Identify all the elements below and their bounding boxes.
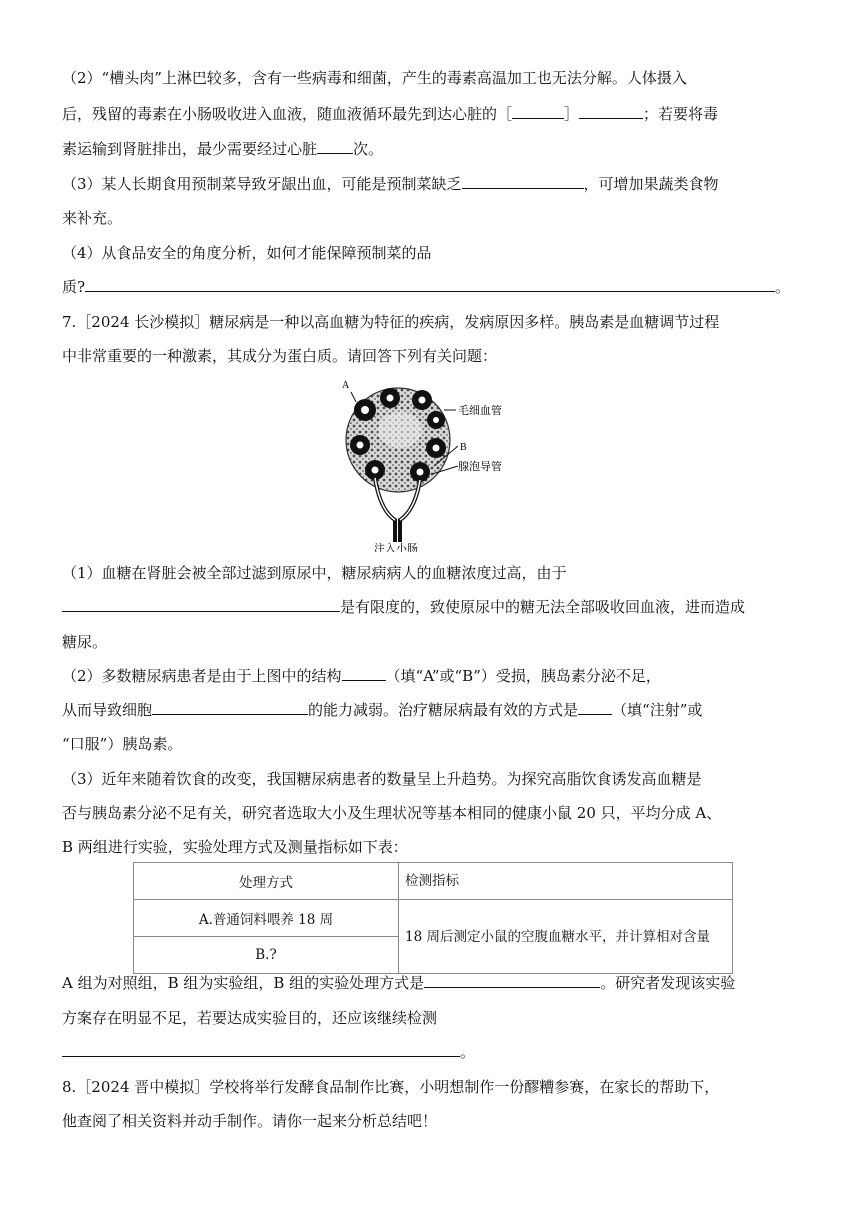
figure-label-intestine: 注入小肠 (374, 542, 418, 552)
text: A 组为对照组，B 组为实验组，B 组的实验处理方式是 (62, 974, 425, 992)
table-cell-indicator: 18 周后测定小鼠的空腹血糖水平，并计算相对含量 (399, 900, 733, 974)
answer-blank-treatment[interactable] (578, 700, 612, 715)
figure-label-a: A (342, 380, 350, 391)
answer-blank-nutrient[interactable] (462, 174, 584, 189)
text: ］ (564, 105, 580, 123)
q7-stem-line1: 7.［2024 长沙模拟］糖尿病是一种以高血糖为特征的疾病，发病原因多样。胰岛素是血糖调节过程 (62, 313, 720, 331)
q7-part2-line2 (62, 700, 702, 720)
islet-region (378, 412, 422, 448)
q6-part2-line3 (62, 139, 383, 159)
text: ；若要将毒 (643, 105, 719, 123)
q6-part2-line1: （2）“槽头肉”上淋巴较多，含有一些病毒和细菌，产生的毒素高温加工也无法分解。人体摄入 (62, 69, 687, 87)
q7-part3-line1: （3）近年来随着饮食的改变，我国糖尿病患者的数量呈上升趋势。为探究高脂饮食诱发高血糖是 (62, 770, 702, 788)
q7-part1-line2 (62, 597, 745, 617)
q6-part3-line1 (62, 174, 719, 194)
answer-blank-heart-passes[interactable] (317, 139, 353, 154)
text: 的能力减弱。治疗糖尿病最有效的方式是 (308, 701, 579, 719)
answer-blank-heart-chamber[interactable] (579, 104, 643, 119)
q7-part2-line1 (62, 666, 661, 686)
figure-label-b: B (460, 442, 467, 453)
table-cell: B.? (134, 937, 399, 974)
answer-blank-structure-code[interactable] (512, 104, 564, 119)
table-header-cell: 处理方式 (134, 863, 399, 900)
table-row (134, 900, 733, 937)
q7-part3-after-line2: 方案存在明显不足，若要达成实验目的，还应该继续检测 (62, 1009, 438, 1027)
table-cell: A.普通饲料喂养 18 周 (134, 900, 399, 937)
answer-blank-cell-ability[interactable] (152, 700, 308, 715)
table-header-cell: 检测指标 (399, 863, 733, 900)
q7-stem-line2: 中非常重要的一种激素，其成分为蛋白质。请回答下列有关问题： (62, 347, 498, 365)
q6-part3-line2: 来补充。 (62, 209, 123, 227)
figure-label-duct: 腺泡导管 (458, 460, 502, 473)
q7-part2-line3: “口服”）胰岛素。 (62, 735, 183, 753)
q7-part3-line3: B 两组进行实验，实验处理方式及测量指标如下表： (62, 838, 408, 856)
text: 质? (62, 278, 86, 296)
answer-blank-reabsorption[interactable] (62, 597, 340, 612)
q7-part3-after-line3 (62, 1042, 475, 1062)
text: 后，残留的毒素在小肠吸收进入血液，随血液循环最先到达心脏的［ (62, 105, 513, 123)
text: 。 (460, 1043, 476, 1061)
text: ，可增加果蔬类食物 (583, 175, 719, 193)
answer-blank-further-test[interactable] (62, 1042, 460, 1057)
text: （2）多数糖尿病患者是由于上图中的结构 (62, 667, 342, 685)
q8-line2: 他查阅了相关资料并动手制作。请你一起来分析总结吧！ (62, 1112, 438, 1130)
q7-part1-line1: （1）血糖在肾脏会被全部过滤到原尿中，糖尿病病人的血糖浓度过高，由于 (62, 564, 567, 582)
text: （填“A”或“B”）受损，胰岛素分泌不足， (385, 667, 661, 685)
q8-line1: 8.［2024 晋中模拟］学校将举行发酵食品制作比赛，小明想制作一份醪糟参赛，在家长的帮助下， (62, 1078, 720, 1096)
figure-label-capillary: 毛细血管 (458, 404, 502, 417)
text: （填“注射”或 (612, 701, 703, 719)
q7-part3-after-line1 (62, 973, 735, 993)
text: 次。 (353, 140, 384, 158)
table-header-row (134, 863, 733, 900)
text: 从而导致细胞 (62, 701, 153, 719)
text: 。 (775, 278, 791, 296)
experiment-table (133, 862, 733, 974)
text: 素运输到肾脏排出，最少需要经过心脏 (62, 140, 318, 158)
answer-blank-food-safety[interactable] (85, 277, 775, 292)
q6-part2-line2 (62, 104, 718, 124)
text: 是有限度的，致使原尿中的糖无法全部吸收回血液，进而造成 (340, 598, 746, 616)
q7-part3-line2: 否与胰岛素分泌不足有关，研究者选取大小及生理状况等基本相同的健康小鼠 20 只，平均分成 A、 (62, 804, 722, 822)
q6-part4-line2 (62, 277, 790, 297)
text: 。研究者发现该实验 (600, 974, 736, 992)
answer-blank-b-treatment[interactable] (424, 973, 600, 988)
q6-part4-line1: （4）从食品安全的角度分析，如何才能保障预制菜的品 (62, 244, 432, 262)
pancreas-figure (340, 370, 530, 552)
answer-blank-structure[interactable] (342, 666, 386, 681)
q7-part1-line3: 糖尿。 (62, 633, 108, 651)
text: （3）某人长期食用预制菜导致牙龈出血，可能是预制菜缺乏 (62, 175, 462, 193)
